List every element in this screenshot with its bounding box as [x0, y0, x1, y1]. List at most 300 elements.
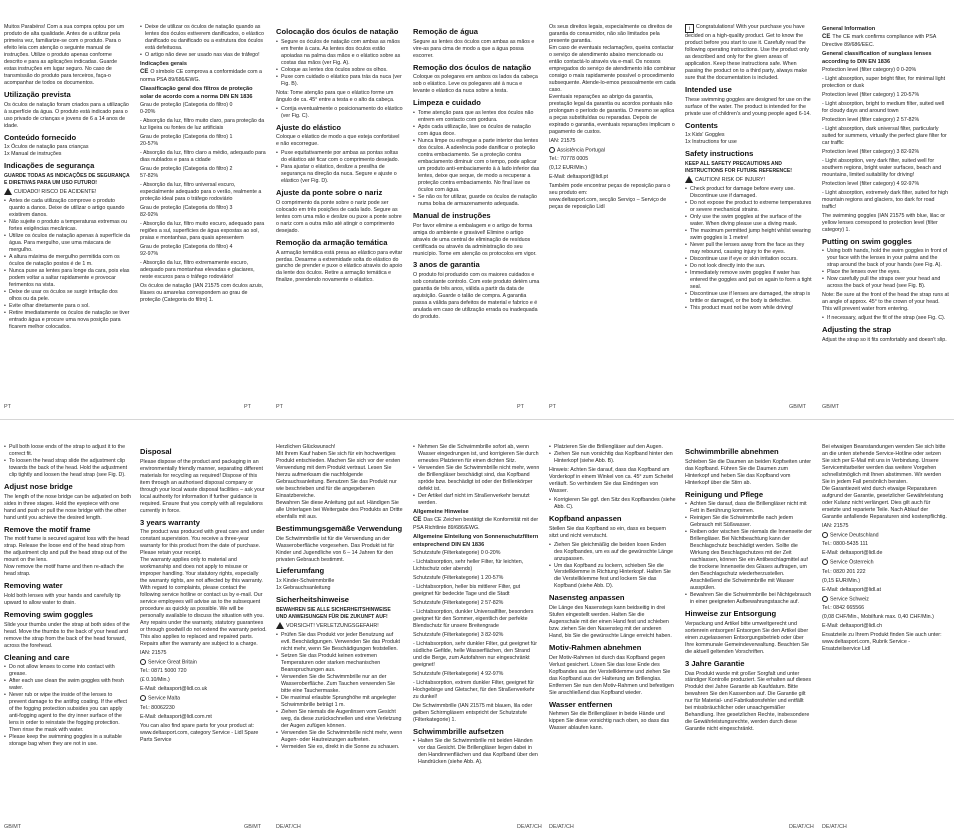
list-item: • Bewahren Sie die Schwimmbrille bei Nichtgebrauch in einer geeigneten Aufbewahrungstasche auf.	[685, 592, 812, 606]
delivery: 1x Kinder-Schwimmbrille 1x Gebrauchsanleitung	[276, 578, 335, 592]
filter-line: - Lichtabsorption, sehr dunkler Filter, gut geeignet für südliche Gefilde, helle Wasserflächen, den Strand und die Berge, zum Autofahren nur eingeschränkt geeignet!	[413, 640, 537, 668]
safety-caps-note: GUARDE TODAS AS INDICAÇÕES DE SEGURANÇA E DIRETIVAS PARA UM USO FUTURO!	[4, 172, 130, 186]
list-item: • Setzen Sie das Produkt keinen extremen Temperaturen oder starken mechanischen Beanspruchungen aus.	[276, 653, 403, 674]
h-nose-heading: Nasensteg anpassen	[549, 593, 625, 603]
put-list	[276, 39, 403, 88]
column-4	[409, 420, 542, 839]
service-icon	[549, 147, 555, 153]
service-icon	[140, 695, 146, 701]
h-adjust-heading: Ajuste do elástico	[276, 122, 341, 132]
warning-line	[276, 622, 403, 630]
service-email: E-Mail: deltasport@lidl.ch	[822, 622, 883, 629]
h-remove-heading: Remoção dos óculos de natação	[413, 62, 532, 72]
filter-line: Grau de proteção (Categoria do filtro) 0 0-20%	[140, 101, 233, 115]
use: Die Schwimmbrille ist für die Verwendung an der Wasseroberfläche vorgesehen. Das Produkt ist für Kinder und Jugendliche von 6 – 14 Jahren für den privaten Gebrauch bestimmt.	[276, 535, 395, 563]
filter-categories	[140, 102, 267, 281]
ordering: Também pode encontrar peças de reposição para o seu produto em: www.deltasport.com, secção Serviço – Serviço de peças de reposição Lidl	[549, 183, 671, 211]
warning-line-text: CAUTION! RISK OF INJURY!	[695, 177, 765, 184]
column-4	[409, 0, 542, 419]
warning-line-text: VORSICHT! VERLETZUNGSGEFAHR!	[286, 623, 379, 630]
h-contents-heading: Contents	[685, 120, 718, 130]
strap_b-list	[549, 542, 676, 591]
filter-categories	[822, 67, 949, 211]
ce-mark-icon: CE	[822, 34, 831, 41]
list-item: • Vermeiden Sie es, direkt in die Sonne zu schauen.	[276, 744, 403, 751]
ian: IAN: 21575	[140, 650, 167, 657]
warranty2: Bei etwaigen Beanstandungen wenden Sie sich bitte an die unten stehende Service-Hotline oder setzen Sie sich per E-Mail mit uns in Verbindung. Unsere Servicemitarbeiter werden das weitere Vorgehen schnellstmöglich mit Ihnen abstimmen. Wir werden Sie in jedem Fall persönlich beraten. Die Garantiezeit wird durch etwaige Reparaturen aufgrund der Garantie, gesetzlicher Gewährleistung oder Kulanz nicht verlängert. Dies gilt auch für ersetzte und reparierte Teile. Nach Ablauf der Garantie anfallende Reparaturen sind kostenpflichtig.	[822, 444, 947, 520]
service-icon	[822, 559, 828, 565]
bullets-list	[549, 444, 676, 465]
column-2	[136, 420, 269, 839]
list-item: • Now carefully pull the straps over your head and across the back of your head (see Fig. B).	[822, 276, 949, 290]
warning-triangle-icon	[685, 176, 693, 183]
service-icon	[822, 532, 828, 538]
ce-line	[822, 34, 949, 49]
footer-label: GB/MT	[4, 824, 22, 830]
put_b2-list	[276, 106, 403, 120]
list-item: • Ziehen Sie gleichmäßig die beiden losen Enden des Kopfbandes, um es auf die gewünschte Länge anzupassen.	[549, 542, 676, 563]
service-rate: (0,08 CHF/Min., Mobilfunk max. 0,40 CHF/Min.)	[822, 613, 934, 620]
footer-label: DE/AT/CH	[789, 824, 814, 830]
column-3	[272, 420, 405, 839]
h-general-heading: Indicações gerais	[140, 60, 187, 67]
intro: Herzlichen Glückwunsch! Mit Ihrem Kauf haben Sie sich für ein hochwertiges Produkt entschieden. Machen Sie sich vor der ersten Verwendung mit dem Produkt vertraut. Lesen Sie hierzu aufmerksam die nachfolgende Gebrauchsanleitung. Benutzen Sie das Produkt nur wie beschrieben und für die angegebenen Einsatzbereiche. Bewahren Sie diese Anleitung gut auf. Händigen Sie alle Unterlagen bei Weitergabe des Produkts an Dritte ebenfalls mit aus.	[276, 444, 403, 520]
list-item: • Do not look directly into the sun.	[685, 263, 812, 270]
h-adjust-heading: Adjusting the strap	[822, 325, 892, 335]
filter-line: - Light absorption, super bright filter, for minimal light protection or dusk	[822, 76, 946, 89]
gb-rate: (£ 0.10/Min.)	[140, 677, 170, 684]
list-item: • Segure os óculos de natação com ambas as mãos em frente à cara. As lentes dos óculos estão apoiadas na palma das mãos e o elástico sobre as costas das mãos (ver Fig. A).	[276, 39, 403, 67]
safety-caps-note: BEWAHREN SIE ALLE SICHERHEITSHINWEISE UND ANWEISUNGEN FÜR DIE ZUKUNFT AUF!	[276, 606, 391, 620]
list-item: • If necessary, adjust the fit of the strap (see Fig. C).	[822, 315, 949, 322]
list-item: • Immediately remove swim goggles if water has entered the goggles and put on again to form a tight seal.	[685, 270, 812, 291]
put-note: Nota: Tome atenção para que o elástico forme um ângulo de ca. 45° entre a testa e o alto da cabeça.	[276, 89, 395, 103]
remove: Coloque os polegares em ambos os lados da cabeça sob o elástico. Leve os polegares até à nuca e levante o elástico da nuca sobre a testa.	[413, 74, 538, 95]
list-item: • Reiben oder wischen Sie niemals die Innenseite der Brillengläser. Bei Nichtbeachtung kann der Beschlagschutz beschädigt werden. Sollte die Wirkung des Beschlagschutzes mit der Zeit nachlassen, können Sie ein Antibeschlagmittel auf die trockene Innenseite des Glases auftragen, um den Beschlagschutz wiederherzustellen. Anschließend die Schwimmbrille mit Wasser ausspülen.	[685, 529, 812, 592]
service-line-text: Service Great Britain	[148, 659, 197, 666]
filter-categories	[413, 550, 540, 701]
h-put-heading: Putting on swim goggles	[822, 236, 912, 246]
h-class-heading: General classification of sunglass lenses according to DIN EN 1836	[822, 51, 932, 65]
list-item: • Achten Sie darauf, dass die Brillengläser nicht mit Fett in Berührung kommen.	[685, 501, 812, 515]
column-content	[136, 0, 269, 304]
motif: Der Motiv-Rahmen ist durch das Kopfband gegen Verlust gesichert. Lösen Sie das lose Ende des Kopfbandes aus der Verstellklemme und ziehen Sie das Kopfband aus der Halterung am Brillenglas. Entfernen Sie nun den Motiv-Rahmen und befestigen Sie anschließend das Kopfband wieder.	[549, 654, 674, 696]
list-item: • After each use clean the swim goggles with fresh water.	[4, 678, 131, 692]
list-item: • Não sujeite o produto a temperaturas extremas ou fortes exigências mecânicas.	[4, 219, 131, 233]
service-line	[140, 659, 267, 666]
manual: Por favor elimine a embalagem e o artigo de forma amiga do ambiente e gravável! Elimine o artigo através de uma central de eliminação de resíduos certificada ou através da administração do seu município. Tome em atenção os protocolos em vigor.	[413, 222, 537, 257]
bullets-list	[685, 186, 812, 312]
put-list	[413, 738, 540, 766]
service-tel: Tel.: 0800-5435 111	[822, 541, 869, 548]
service-block	[822, 559, 949, 593]
nose: The length of the nose bridge can be adjusted on both sides in three stages. Hold the eyepiece with one hand and push or pull the nose bridge with the other hand until you achieve the desired length.	[4, 493, 131, 521]
warranty: Das Produkt wurde mit großer Sorgfalt und unter ständiger Kontrolle produziert. Sie erhalten auf dieses Produkt drei Jahre Garantie ab Kaufdatum. Bitte bewahren Sie den Kassenbon auf. Die Garantie gilt nur für Material- und Fabrikationsfehler und entfällt bei missbräuchlicher oder unsachgemäßer Behandlung. Ihre gesetzlichen Rechte, insbesondere die Gewährleistungsrechte, werden durch diese Garantie nicht eingeschränkt.	[685, 670, 812, 733]
list-item: • Korrigieren Sie ggf. den Sitz des Kopfbandes (siehe Abb. C).	[549, 497, 676, 511]
h-manual-heading: Manual de instruções	[413, 210, 491, 220]
ian: IAN: 21575	[549, 137, 576, 144]
filter-line: - Lichtabsorption, dunkler Universalfilter, besonders geeignet für den Sommer, eigentlich der perfekte Blendschutz für unsere Breitengrade	[413, 608, 534, 629]
ian: IAN: 21575	[822, 522, 849, 529]
filter-line: Protection level (filter category) 2 57-82%	[822, 116, 920, 123]
list-item: • Nunca puxe as lentes para longe da cara, pois elas podem voltar a saltar rapidamente e provocar ferimentos na vista.	[4, 268, 131, 289]
service-line	[549, 147, 676, 154]
filter-line: Schutzstufe (Filterkategorie) 3 82-92%	[413, 631, 504, 638]
bullets-list	[4, 198, 131, 331]
ce-mark-icon: CE	[413, 517, 422, 524]
h-use-heading: Utilização prevista	[4, 89, 71, 99]
service-line-text: Service Österreich	[830, 559, 874, 566]
strap: Stellen Sie das Kopfband so ein, dass es bequem sitzt und nicht verrutscht.	[549, 525, 666, 539]
column-content	[409, 420, 542, 766]
column-7	[818, 420, 951, 839]
h-disposal-heading: Hinweise zur Entsorgung	[685, 609, 777, 619]
filter-line: Grau de proteção (Categoria do filtro) 1 20-57%	[140, 133, 233, 147]
filter-line: - Light absorption, dark universal filter, particularly suited for summers, virtually the perfect glare filter for car traffic	[822, 125, 947, 146]
column-content	[681, 420, 814, 733]
list-item: • Do not allow lenses to come into contact with grease.	[4, 664, 131, 678]
filter-line: - Absorção da luz, filtro claro a médio, adequado para dias nublados e para a cidade	[140, 149, 266, 163]
footer-label: GB/MT	[789, 404, 807, 410]
list-item: • Utilize os óculos de natação apenas à superfície da água. Para mergulho, use uma máscara de mergulho.	[4, 233, 131, 254]
list-item: • Pull both loose ends of the strap to adjust it to the correct fit.	[4, 444, 131, 458]
disposal: Please dispose of the product and packaging in an environmentally friendly manner, separating different materials for recycling as required! Dispose of this item through an authorised disposal company or through your local waste disposal facilities – ask your local authority for information if further guidance is required. Ensure that you comply with all regulations currently in force.	[140, 458, 265, 514]
list-item: • Retire imediatamente os óculos de natação se tiver entrado água e procure uma nova posição para ficarem melhor colocados.	[4, 310, 131, 331]
list-item: • Deixe de usar os óculos se surgir irritação dos olhos ou da pele.	[4, 289, 131, 303]
service-line-text: Assistência Portugal	[557, 147, 605, 154]
filter-line: - Absorção da luz, filtro extremamente escuro, adequado para montanhas elevadas e glaciares, neste escuros para o tráfego rodoviário!	[140, 259, 255, 280]
list-item: • Para ajustar o elástico, deslize a presilha de segurança na direção da nuca. Segure e ajuste o elástico (ver Fig. D).	[276, 164, 403, 185]
warranty2: Os seus direitos legais, especialmente os direitos de garantia do consumidor, não são limitados pela presente garantia. Em caso de eventuais reclamações, queira contactar o serviço de atendimento abaixo mencionado ou então contactá-lo através via e-mail. Os nossos empregados do serviço de atendimento irão combinar consigo o mais rapidamente possível o procedimento subsequente. Atende-lo-emos pessoalmente em cada caso. Eventuais reparações ao abrigo da garantia, prestação legal da garantia ou acordos pontuais não prolongam o período de garantia. O mesmo se aplica a peças substituídas ou reparadas. Depois de expirado o garantia, eventuais reparações implicam o pagamento de custos.	[549, 24, 676, 135]
h-class-heading: Classificação geral dos filtros de proteção solar de acordo com a norma DIN EN 1836	[140, 86, 253, 100]
put-list	[822, 248, 949, 290]
h-use-heading: Bestimmungsgemäße Verwendung	[276, 523, 403, 533]
contents: 1x Óculos de natação para crianças 1x Manual de instruções	[4, 144, 89, 158]
list-item: • Prüfen Sie das Produkt vor jeder Benutzung auf evtl. Beschädigungen. Verwenden Sie das Produkt nicht mehr, wenn Sie Beschädigungen feststellen.	[276, 632, 403, 653]
list-item: • Die maximal erlaubte Sprunghöhe mit angelegter Schwimmbrille beträgt 1 m.	[276, 695, 403, 709]
clean-list	[685, 501, 812, 606]
bullets-list	[276, 632, 403, 751]
service-block	[822, 532, 949, 557]
h-water-heading: Wasser entfernen	[549, 699, 613, 709]
column-1	[0, 420, 133, 839]
h-safety-heading: Indicações de segurança	[4, 161, 95, 171]
footer-label: DE/AT/CH	[517, 824, 542, 830]
h-remove-heading: Schwimmbrille abnehmen	[685, 447, 779, 456]
service-line-text: Service Schweiz	[830, 595, 869, 602]
h-put-heading: Colocação dos óculos de natação	[276, 27, 399, 36]
list-item: • To loosen the head strap slide the adjustment clip towards the back of the head. Hold the adjustment clip tightly and loosen the head strap (see Fig. D).	[4, 458, 131, 479]
gb-email: E-Mail: deltasport@lidl.co.uk	[140, 686, 208, 693]
list-item: • The maximum permitted jump height whilst wearing swim goggles is 1 metre!	[685, 228, 812, 242]
service-rate: (0,15 EUR/Min.)	[822, 577, 860, 584]
footer-label: DE/AT/CH	[549, 824, 574, 830]
column-content	[136, 420, 269, 744]
filter-line: Protection level (filter category) 1 20-57%	[822, 91, 920, 98]
column-1	[0, 0, 133, 419]
filter-line: - Lichtabsorption, extrem dunkler Filter, geeignet für Hochgebirge und Gletscher, für den Straßenverkehr zu dunkel!	[413, 679, 535, 700]
service-line	[822, 559, 949, 566]
column-content	[681, 0, 814, 312]
b2-list	[549, 497, 676, 511]
filter-line: - Absorção da luz, filtro muito escuro, adequado para regiões a sul, superfícies de água expostas ao sol, praias e montanhas, para quais apresentem	[140, 220, 265, 241]
h-warranty-heading: 3 years warranty	[140, 517, 200, 527]
put-note: Note: Be sure at the front of the head the strap runs at an angle of approx. 45° to the crown of your head. This will prevent water from entering.	[822, 292, 949, 313]
contents: 1x Kids' Goggles 1x Instructions for use	[685, 132, 737, 146]
warranty: O produto foi produzido com os maiores cuidados e sob constante controlo. Com este produto detém uma garantia de três anos, válida a partir da data de aquisição. Guarde o talão de compra. A garantia passa a válida para defeitos de material e fabrico e é anulada em caso de utilização errada ou inadequada do produto.	[413, 272, 540, 321]
list-item: • A altura máxima de mergulho permitida com os óculos de natação postos é de 1 m.	[4, 254, 131, 268]
tel: Tel.: 70778 0005	[549, 156, 589, 163]
hint: Hinweis: Achten Sie darauf, dass das Kopfband am Vorderkopf in einem Winkel von ca. 45° zum Scheitel verläuft. So verhindern Sie das Eindringen von Wasser.	[549, 466, 674, 494]
footer-label: PT	[244, 404, 251, 410]
list-item: • Coloque as lentes dos óculos sobre os olhos.	[276, 67, 403, 74]
spare: Ersatzteile zu Ihrem Produkt finden Sie auch unter: www.deltasport.com, Rubrik Service - Ersatzteilservice Lidl	[822, 631, 942, 652]
h-nose-heading: Ajuste da ponte sobre o nariz	[276, 188, 383, 198]
service-email: E-Mail: deltasport@lidl.de	[822, 550, 883, 557]
list-item: • Reinigen Sie die Schwimmbrille nach jedem Gebrauch mit Süßwasser.	[685, 515, 812, 529]
column-content	[545, 420, 678, 732]
h-clean-heading: Cleaning and care	[4, 652, 70, 662]
column-6	[681, 0, 814, 419]
h-motif-heading: Motiv-Rahmen abnehmen	[549, 643, 642, 653]
warning-line	[685, 176, 812, 184]
list-item: • Only use the swim goggles at the surface of the water. When diving please use a diving mask.	[685, 214, 812, 228]
h-put-heading: Schwimmbrille aufsetzen	[413, 726, 504, 736]
column-content	[0, 420, 133, 748]
warranty: The product was produced with great care and under constant supervision. You receive a three-year warranty for this product from the date of purchase. Please retain your receipt. The warranty applies only to material and workmanship and does not apply to misuse or improper handling. Your statutory rights, especially the warranty rights, are not affected by this warranty. With regard to complaints, please contact the following service hotline or contact us by e-mail. Our service employees will advise as to the subsequent procedure as quickly as possible. We will be personally available to discuss the situation with you. Any repairs under the warranty, statutory guarantees or through goodwill do not extend the warranty period. This also applies to replaced and repaired parts. Repairs after the warranty are subject to a charge.	[140, 529, 267, 648]
list-item: • Discontinue use if lenses are damaged, the strap is brittle or damaged, or the body is defective.	[685, 291, 812, 305]
list-item: • This product must not be worn while driving!	[685, 305, 812, 312]
list-item: • Do not expose the product to extreme temperatures or severe mechanical strains.	[685, 200, 812, 214]
list-item: • Corrija eventualmente o posicionamento do elástico (ver Fig. C).	[276, 106, 403, 120]
water: Nehmen Sie die Brillengläser in beide Hände und kippen Sie diese vorsichtig nach oben, so dass das Wasser ablaufen kann.	[549, 711, 670, 732]
adjust_b-list	[276, 150, 403, 185]
filter-line: Grau de proteção (Categoria do filtro) 4 92-97%	[140, 243, 233, 257]
water: Hold both lenses with your hands and carefully tip upward to allow water to drain.	[4, 592, 121, 606]
list-item: • Verwenden Sie die Schwimmbrille nicht mehr, wenn die Brillengläser beschädigt sind, das Kopfband spröde bzw. beschädigt ist oder der Brillenkörper defekt ist.	[413, 465, 540, 493]
column-content	[818, 0, 951, 344]
column-content	[545, 0, 678, 211]
filter-line: Grau de proteção (Categoria do filtro) 2 57-82%	[140, 165, 233, 179]
list-item: • Se não os for utilizar, guarde os óculos de natação numa bolsa de armazenamento adequada.	[413, 194, 540, 208]
adjust: Coloque o elástico de modo a que esteja confortável e não escorregue.	[276, 134, 400, 148]
service-tel: Tel.: 0820 201 222	[822, 568, 866, 575]
clean-list	[413, 110, 540, 208]
footer-label: DE/AT/CH	[822, 824, 847, 830]
service-icon	[140, 659, 146, 665]
h-disposal-heading: Disposal	[140, 447, 172, 456]
intro	[685, 24, 812, 82]
remove: Schieben Sie die Daumen an beiden Kopfseiten unter das Kopfband. Führen Sie die Daumen zum Hinterkopf und heben Sie das Kopfband vom Hinterkopf über die Stirn ab.	[685, 458, 812, 486]
list-item: • Never pull the lenses away from the face as they may rebound, causing injury to the eyes.	[685, 242, 812, 256]
h-nose-heading: Adjust nose bridge	[4, 481, 73, 491]
filter-line: Schutzstufe (Filterkategorie) 0 0-20%	[413, 549, 501, 556]
bullets-list	[413, 444, 540, 507]
water: Segure as lentes dos óculos com ambas as mãos e vire-as para cima de modo a que a água possa escorrer.	[413, 38, 535, 59]
service-line-text: Service Deutschland	[830, 532, 879, 539]
filter-line: Schutzstufe (Filterkategorie) 1 20-57%	[413, 574, 504, 581]
list-item: • Check product for damage before every use. Discontinue use if damaged.	[685, 186, 812, 200]
column-content	[0, 0, 133, 331]
h-warranty-heading: 3 anos de garantia	[413, 260, 480, 270]
list-item: • Platzieren Sie die Brillengläser auf den Augen.	[549, 444, 676, 451]
service-block	[822, 596, 949, 630]
warning-line-text: CUIDADO! RISCO DE ACIDENTE!	[14, 189, 97, 196]
page-divider	[0, 419, 954, 420]
list-item: • Ziehen Sie nun vorsichtig das Kopfband hinter den Hinterkopf (siehe Abb. B).	[549, 451, 676, 465]
warning-triangle-icon	[276, 622, 284, 629]
bullets-list	[140, 24, 267, 59]
filter-line: Protection level (filter category) 4 92-97%	[822, 180, 920, 187]
column-3	[272, 0, 405, 419]
h-class-heading: Allgemeine Einteilung von Sonnenschutzfiltern entsprechend DIN EN 1836	[413, 534, 539, 548]
nose: O comprimento da ponte sobre o nariz pode ser colocado em três posições de cada lado. Segure as lentes com uma mão e deslize ou puxe a ponte sobre o nariz com a outra mão até atingir o comprimento desejado.	[276, 199, 402, 234]
warning-line	[4, 188, 131, 196]
service-email: E-Mail: deltasport@lidl.at	[822, 586, 881, 593]
note: The swimming goggles (IAN 21575 with blue, lilac or yellow lenses correspond to protection level (filter category) 1.	[822, 212, 946, 233]
service-tel: Tel.: 0842 665566	[822, 604, 865, 611]
column-5	[545, 420, 678, 839]
filter-line: - Absorção da luz, filtro muito claro, para proteção da luz ligeira ou fontes de luz artificiais	[140, 117, 265, 131]
footer-label: GB/MT	[822, 404, 840, 410]
ce-line	[413, 517, 540, 532]
nose: Die Länge des Nasenstegs kann beidseitig in drei Stufen eingestellt werden. Halten Sie die Augenschale mit der einen Hand fest und schieben bzw. ziehen Sie den Nasensteg mit der anderen Hand, bis Sie die gewünschte Länge erreicht haben.	[549, 605, 672, 640]
list-item: • Discontinue use if eye or skin irritation occurs.	[685, 256, 812, 263]
ce-mark-icon: CE	[140, 69, 149, 76]
gb-tel: Tel.: 0871 5000 720	[140, 668, 187, 675]
filter-line: - Lichtabsorption, sehr heller Filter, für leichten, Lichtschutz oder abends)	[413, 558, 524, 572]
list-item: • Antes de cada utilização comprove o produto quanto a danos. Deixe de utilizar o artigo quando existirem danos.	[4, 198, 131, 219]
filter-line: - Lichtabsorption, heller bis mittlerer Filter, gut geeignet für bedeckte Tage und die Stadt	[413, 583, 521, 597]
column-content	[272, 420, 405, 751]
use: Os óculos de natação foram criados para a utilização à superfície da água. O produto está indicado para o uso privado de crianças e jovens de 6 a 14 anos de idade.	[4, 101, 129, 129]
warning-triangle-icon	[4, 188, 12, 195]
h-water-heading: Removing water	[4, 581, 63, 591]
filter-line: - Absorção da luz, filtro universal escuro, especialmente adequado para o verão, realmente a proteção ideal para o tráfego rodoviário	[140, 181, 262, 202]
list-item: • Place the lenses over the eyes.	[822, 269, 949, 276]
h-motif-heading: Remove the motif frame	[4, 524, 91, 534]
filter-line: - Light absorption, extremely dark filter, suited for high mountain regions and glaciers, too dark for road traffic!	[822, 189, 949, 210]
h-safety-heading: Safety instructions	[685, 149, 754, 159]
h-strap-heading: Kopfband anpassen	[549, 513, 622, 523]
service-line	[822, 532, 949, 539]
mt-tel: Tel.: 80062230	[140, 704, 175, 711]
rate: (0,12 EUR/Min.)	[549, 165, 587, 172]
list-item: • Ziehen Sie niemals die Augenlinsen vom Gesicht weg, da diese zurückschnellen und eine Verletzung der Augen zufügen können.	[276, 709, 403, 730]
frame: A armação temática está presa ao elástico para evitar perdas. Desarme a extremidade solta do elástico do gancho de prender e puxe o elástico através do apoio da lente dos óculos. Retire a armação temática e finalize, prendendo novamente o elástico.	[276, 249, 403, 284]
clean-list	[4, 664, 131, 748]
adjust: Adjust the strap so it fits comfortably and doesn't slip.	[822, 336, 947, 343]
column-6	[681, 420, 814, 839]
h-clean-heading: Reinigung und Pflege	[685, 489, 764, 499]
filter-line: Schutzstufe (Filterkategorie) 2 57-82%	[413, 599, 504, 606]
note: Die Schwimmbrille (IAN 21575 mit blauen, lila oder gelben Schirmgläsern entspricht der Schutzstufe (Filterkategorie) 1.	[413, 702, 533, 723]
filter-line: - Light absorption, bright to medium filter, suited well for cloudy days and around town	[822, 100, 945, 114]
h-general-heading: General Information	[822, 26, 876, 32]
list-item: • Der Artikel darf nicht im Straßenverkehr benutzt werden.	[413, 493, 540, 507]
h-water-heading: Remoção de água	[413, 27, 478, 36]
h-use-heading: Intended use	[685, 84, 732, 94]
list-item: • Deixe de utilizar os óculos de natação quando as lentes dos óculos estiverem danificados, o elástico danificado ou danificado ou a estrutura dos óculos está defeituosa.	[140, 24, 267, 52]
disposal: Verpackung und Artikel bitte umweltgerecht und sortenrein entsorgen! Entsorgen Sie den Artikel über einen zugelassenen Entsorgungsbetrieb oder über Ihre kommunale Gemeindeverwaltung. Beachten Sie die aktuell geltenden Vorschriften.	[685, 620, 809, 655]
intro-text: Congratulations! With your purchase you have decided on a high-quality product. Get to know the product before you start to use it. Carefully read the following operating instructions. Use the product only as described and only for the given areas of application. Keep these instructions safe. When passing the product on to a third party, always make sure that the documentation is included.	[685, 24, 809, 81]
intro: Muitos Parabéns! Com a sua compra optou por um produto de alta qualidade. Antes de a utilizar pela primeira vez, familiarize-se com o produto. Para o efeito leia com atenção o seguinte manual de instruções. Utilize o produto apenas conforme descrito e para as aplicações indicadas. Guarde estas instruções em lugar seguro. No caso de transmissão do produto para terceiros, faça-o acompanhar de todos os documentos.	[4, 24, 125, 86]
email: E-Mail: deltasport@lidl.pt	[549, 174, 608, 181]
ce-line	[140, 69, 267, 84]
ce-line-text: The CE mark confirms compliance with PSA Directive 89/686/EEC.	[822, 34, 936, 49]
mt-email: E-Mail: deltasport@lidl.com.mt	[140, 713, 212, 720]
h-delivery-heading: Lieferumfang	[276, 566, 325, 576]
list-item: • Evite olhar diretamente para o sol.	[4, 303, 131, 310]
column-content	[272, 0, 405, 284]
footer-label: GB/MT	[244, 824, 262, 830]
service-line-text: Service Malta	[148, 695, 181, 702]
ce-line-text: O símbolo CE comprova a conformidade com a norma PSA 89/686/EWG.	[140, 69, 262, 84]
bottom-page	[0, 420, 954, 839]
read-manual-icon: i	[685, 24, 694, 33]
service-line	[822, 596, 949, 603]
list-item: • Please keep the swimming goggles in a suitable storage bag when they are not in use.	[4, 734, 131, 748]
h-remove-heading: Removing swim goggles	[4, 609, 94, 619]
list-item: • Verwenden Sie die Schwimmbrille nur an der Wasseroberfläche. Zum Tauchen verwenden Sie bitte eine Tauchermaske.	[276, 674, 403, 695]
h-general-heading: Allgemeine Hinweise	[413, 508, 469, 515]
list-item: • Using both hands, hold the swim goggles in front of your face with the lenses in your palms and the strap around the back of your hands (see Fig. A).	[822, 248, 949, 269]
remove: Slide your thumbs under the strap at both sides of the head. Move the thumbs to the back of your head and remove the strap from the back of the head forward, across the forehead.	[4, 621, 130, 649]
h-warranty-heading: 3 Jahre Garantie	[685, 658, 745, 668]
list-item: • O artigo não deve ser usado nas vias de tráfego!	[140, 52, 267, 59]
service-line	[140, 695, 267, 702]
column-5	[545, 0, 678, 419]
h-clean-heading: Limpeza e cuidado	[413, 98, 481, 108]
column-2	[136, 0, 269, 419]
list-item: • Nehmen Sie die Schwimmbrille sofort ab, wenn Wasser eingedrungen ist, und korrigieren Sie durch erneutes Platzieren für einen dichten Sitz.	[413, 444, 540, 465]
footer-label: PT	[517, 404, 524, 410]
note: Os óculos de natação (IAN 21575 com óculos azuis, lilases ou amarelas correspondem ao grau de proteção (Categoria do filtro) 1.	[140, 282, 264, 303]
list-item: • Nunca limpe ou esfregue a parte interior das lentes dos óculos. A aderência pode danificar o proteção contra embaciamento. Se a proteção contra embaciamento diminuir com o tempo, pode aplicar um produto anti-embaciamento à à lado inferior das lentes, deixe que seque, de modo a recuperar a proteção contra embaciamento. No final lave os óculos com água.	[413, 138, 540, 194]
h-contents-heading: Conteúdo fornecido	[4, 132, 77, 142]
footer-label: PT	[276, 404, 283, 410]
filter-line: Schutzstufe (Filterkategorie) 4 92-97%	[413, 670, 504, 677]
list-item: • Never rub or wipe the inside of the lenses to prevent damage to the antifog coating. If the effect of the fogging protection subsides you can apply anti-fogging agent to the dry inner surface of the lens in order to reinstate the fogging protection. Then rinse the mask with water.	[4, 692, 131, 734]
list-item: • Puxe equitativamente por ambas as pontas soltas do elástico até ficar com o comprimento desejado.	[276, 150, 403, 164]
h-frame-heading: Remoção da armação temática	[276, 237, 388, 247]
h-safety-heading: Sicherheitshinweise	[276, 595, 350, 605]
use: These swimming goggles are designed for use on the surface of the water. The product is intended for the private use of children's and young people aged 6-14.	[685, 96, 811, 117]
put_b2-list	[822, 315, 949, 322]
safety-caps-note: KEEP ALL SAFETY PRECAUTIONS AND INSTRUCTIONS FOR FUTURE REFERENCE!	[685, 160, 792, 174]
list-item: • Um das Kopfband zu lockern, schieben Sie die Verstellklemme in Richtung Hinterkopf. Halten Sie die Verstellklemme fest und lockern Sie das Kopfband (siehe Abb. D).	[549, 563, 676, 591]
list-item: • Halten Sie die Schwimmbrille mit beiden Händen vor das Gesicht. Die Brillengläser liegen dabei in den Handinnenflächen und das Kopfband über den Handrücken (siehe Abb. A).	[413, 738, 540, 766]
column-content	[818, 420, 951, 653]
footer-label: PT	[549, 404, 556, 410]
top-page	[0, 0, 954, 419]
bullets-list	[4, 444, 131, 479]
filter-line: Grau de proteção (Categoria do filtro) 3 82-92%	[140, 204, 233, 218]
filter-line: - Light absorption, very dark filter, suited well for southern regions, bright water surfaces, beach and mountains, limited suitability for driving!	[822, 157, 942, 178]
footer-label: PT	[4, 404, 11, 410]
list-item: • Verwenden Sie die Schwimmbrille nicht mehr, wenn Augen- oder Hautreizungen auftreten.	[276, 730, 403, 744]
list-item: • Puxe com cuidado o elástico para trás da nuca (ver Fig. B).	[276, 74, 403, 88]
motif: The motif frame is secured against loss with the head strap. Release the loose end of the head strap from the adjustment clip and pull the head strap out of the mount on the lens. Now remove the motif frame and then re-attach the head strap.	[4, 536, 130, 578]
column-content	[409, 0, 542, 321]
filter-line: Protection level (filter category) 3 82-92%	[822, 148, 920, 155]
ce-line-text: Das CE Zeichen bestätigt die Konformität mit der PSA Richtlinie 89/686/EWG.	[413, 517, 539, 532]
service-icon	[822, 596, 828, 602]
footer-label: DE/AT/CH	[276, 824, 301, 830]
column-7	[818, 0, 951, 419]
filter-line: Protection level (filter category) 0 0-20%	[822, 67, 917, 74]
list-item: • Após cada utilização, lave os óculos de natação com água doce.	[413, 124, 540, 138]
